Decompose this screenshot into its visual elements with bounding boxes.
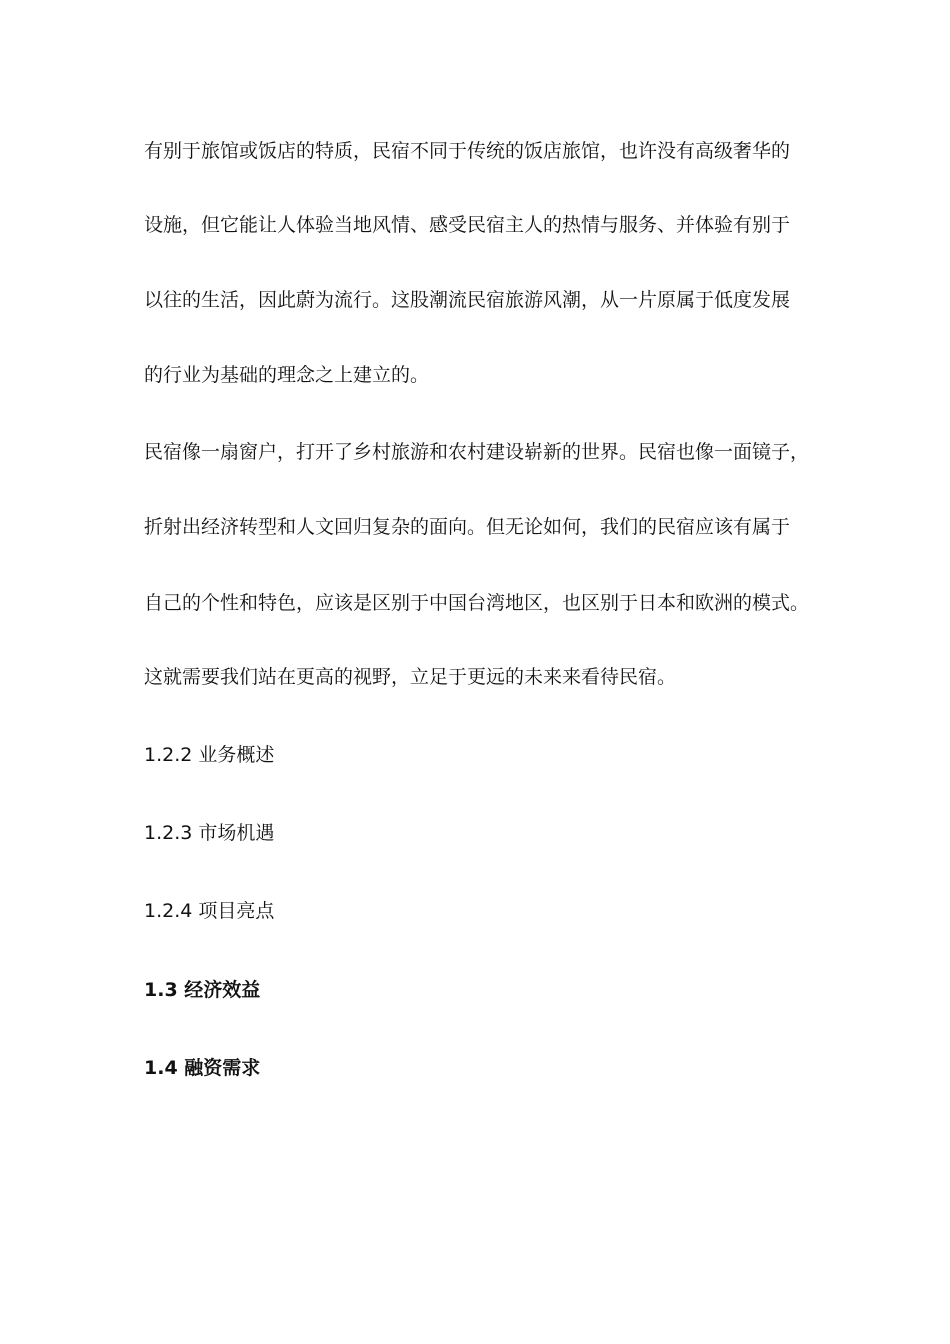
subsection-heading: 1.2.3 市场机遇 [144, 822, 275, 844]
section-heading: 1.4 融资需求 [144, 1057, 261, 1079]
paragraph-line: 民宿像一扇窗户，打开了乡村旅游和农村建设崭新的世界。民宿也像一面镜子， [144, 441, 810, 463]
subsection-heading: 1.2.4 项目亮点 [144, 900, 275, 922]
paragraph-line: 折射出经济转型和人文回归复杂的面向。但无论如何，我们的民宿应该有属于 [144, 516, 791, 538]
paragraph-line: 这就需要我们站在更高的视野，立足于更远的未来来看待民宿。 [144, 666, 677, 688]
paragraph-line: 自己的个性和特色，应该是区别于中国台湾地区，也区别于日本和欧洲的模式。 [144, 592, 810, 614]
paragraph-line: 以往的生活，因此蔚为流行。这股潮流民宿旅游风潮，从一片原属于低度发展 [144, 289, 791, 311]
paragraph-line: 有别于旅馆或饭店的特质，民宿不同于传统的饭店旅馆，也许没有高级奢华的 [144, 140, 791, 162]
paragraph-line: 的行业为基础的理念之上建立的。 [144, 364, 430, 386]
paragraph-line: 设施，但它能让人体验当地风情、感受民宿主人的热情与服务、并体验有别于 [144, 214, 791, 236]
subsection-heading: 1.2.2 业务概述 [144, 744, 275, 766]
section-heading: 1.3 经济效益 [144, 979, 261, 1001]
